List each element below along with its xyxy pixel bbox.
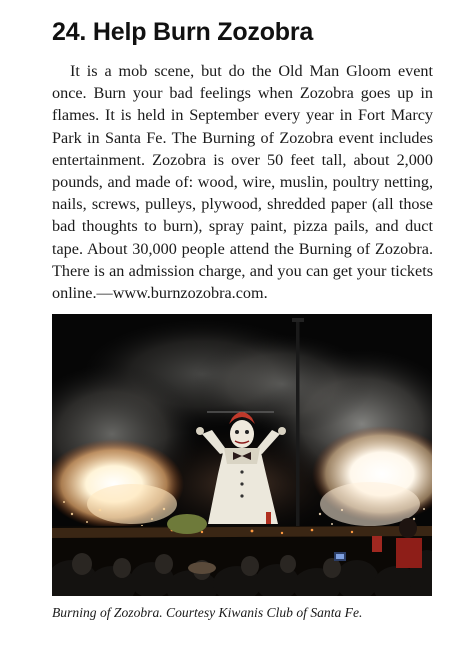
body-paragraph: It is a mob scene, but do the Old Man Gloom event once. Burn your bad feelings when Zozobra goes up in flames. It is held in September every year in Fort Marcy Park in Santa Fe. The Burning of Zozobra event includes entertainment. Zozobra is over 50 feet tall, about 2,000 pounds, and made of: wood, wire, muslin, poultry netting, nails, screws, pulleys, plywood, shredded paper (all those bad thoughts to burn), spray paint, pizza pails, and duct tape. About 30,000 people attend the Burning of Zozobra. There is an admission charge, and you can get your tickets online.—www.burnzozobra.com. [52, 62, 433, 303]
photo-caption: Burning of Zozobra. Courtesy Kiwanis Club of Santa Fe. [52, 605, 363, 620]
zozobra-photo [52, 314, 432, 596]
section-heading: 24. Help Burn Zozobra [52, 18, 314, 46]
